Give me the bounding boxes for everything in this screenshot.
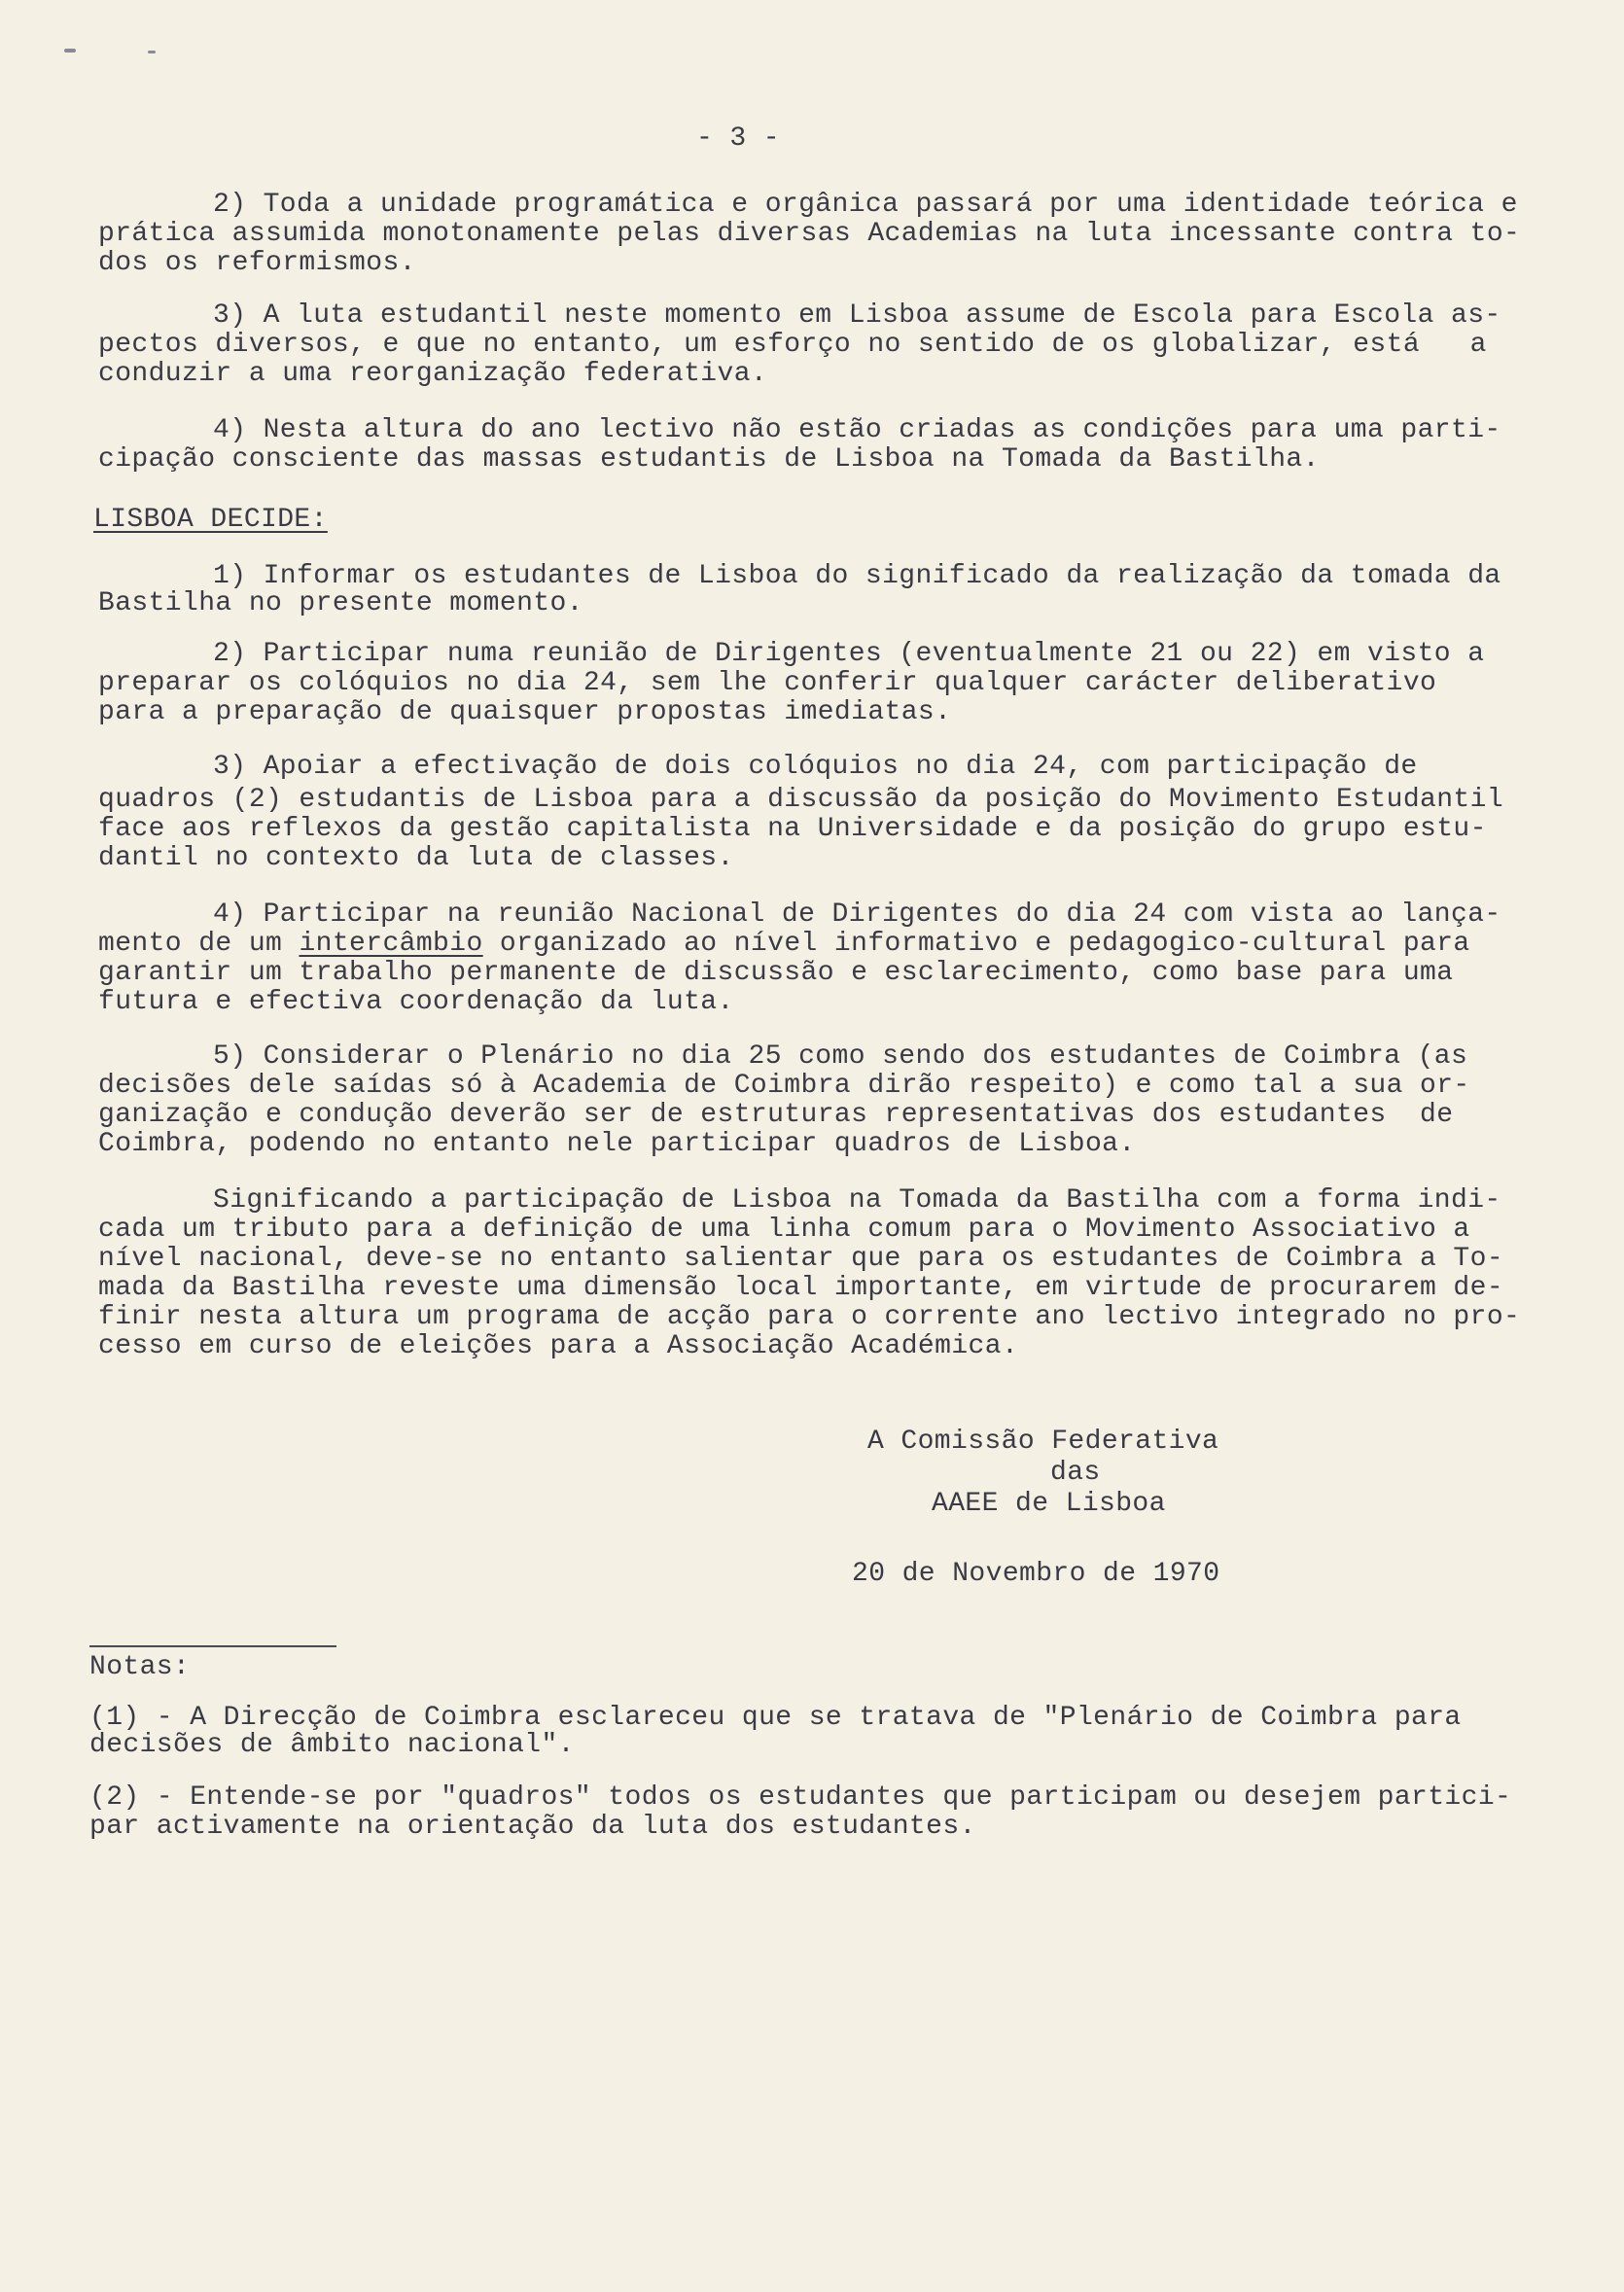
paragraph-line: mada da Bastilha reveste uma dimensão local importante, em virtude de procurarem de- <box>98 1273 1504 1303</box>
notes-divider <box>89 1645 336 1647</box>
paragraph-line: 4) Nesta altura do ano lectivo não estão criadas as condições para uma parti- <box>213 415 1501 445</box>
decision-line: 4) Participar na reunião Nacional de Dirigentes do dia 24 com vista ao lança- <box>213 899 1501 930</box>
signature-line: das <box>1050 1458 1101 1488</box>
signature-line: A Comissão Federativa <box>867 1427 1219 1457</box>
underlined-term: intercâmbio <box>299 929 483 959</box>
signature-line: AAEE de Lisboa <box>932 1489 1166 1519</box>
decision-text: organizado ao nível informativo e pedagogico-cultural para <box>482 929 1470 959</box>
decision-line: 1) Informar os estudantes de Lisboa do significado da realização da tomada da <box>213 561 1501 591</box>
decision-line: ganização e condução deverão ser de estruturas representativas dos estudantes de <box>98 1100 1454 1130</box>
decision-line: decisões dele saídas só à Academia de Coimbra dirão respeito) e como tal a sua or- <box>98 1071 1470 1101</box>
decision-line: garantir um trabalho permanente de discussão e esclarecimento, como base para uma <box>98 958 1454 988</box>
decision-line: preparar os colóquios no dia 24, sem lhe conferir qualquer carácter deliberativo <box>98 668 1437 698</box>
paragraph-line: 3) A luta estudantil neste momento em Lisboa assume de Escola para Escola as- <box>213 300 1501 331</box>
decision-text: mento de um <box>98 929 300 959</box>
section-heading: LISBOA DECIDE: <box>93 505 328 535</box>
note-line: decisões de âmbito nacional". <box>89 1730 575 1760</box>
paragraph-line: nível nacional, deve-se no entanto salientar que para os estudantes de Coimbra a To- <box>98 1244 1504 1274</box>
paragraph-line: finir nesta altura um programa de acção para o corrente ano lectivo integrado no pro- <box>98 1302 1521 1332</box>
decision-line: dantil no contexto da luta de classes. <box>98 843 734 873</box>
decision-line: para a preparação de quaisquer propostas imediatas. <box>98 697 952 727</box>
paragraph-line: dos os reformismos. <box>98 248 416 278</box>
decision-line: 5) Considerar o Plenário no dia 25 como sendo dos estudantes de Coimbra (as <box>213 1041 1468 1072</box>
note-line: (1) - A Direcção de Coimbra esclareceu que se tratava de "Plenário de Coimbra para <box>89 1703 1462 1733</box>
decision-line <box>98 930 1470 959</box>
paragraph-line: cipação consciente das massas estudantis de Lisboa na Tomada da Bastilha. <box>98 444 1320 475</box>
paper-speck <box>148 51 156 53</box>
note-line: (2) - Entende-se por "quadros" todos os estudantes que participam ou desejem partici- <box>89 1782 1512 1813</box>
decision-line: Coimbra, podendo no entanto nele participar quadros de Lisboa. <box>98 1129 1136 1159</box>
decision-line: Bastilha no presente momento. <box>98 588 583 618</box>
decision-line: 2) Participar numa reunião de Dirigentes (eventualmente 21 ou 22) em visto a <box>213 639 1485 669</box>
paragraph-line: pectos diversos, e que no entanto, um esforço no sentido de os globalizar, está a <box>98 330 1487 360</box>
paragraph-line: cada um tributo para a definição de uma linha comum para o Movimento Associativo a <box>98 1215 1470 1245</box>
paragraph-line: cesso em curso de eleições para a Associação Académica. <box>98 1331 1019 1361</box>
document-date: 20 de Novembro de 1970 <box>852 1559 1220 1589</box>
paragraph-line: 2) Toda a unidade programática e orgânica passará por uma identidade teórica e <box>213 190 1518 220</box>
paragraph-line: Significando a participação de Lisboa na Tomada da Bastilha com a forma indi- <box>213 1185 1501 1216</box>
paragraph-line: prática assumida monotonamente pelas diversas Academias na luta incessante contra to- <box>98 219 1521 249</box>
decision-line: quadros (2) estudantis de Lisboa para a discussão da posição do Movimento Estudantil <box>98 785 1504 815</box>
page-number: - 3 - <box>696 123 781 154</box>
decision-line: futura e efectiva coordenação da luta. <box>98 987 734 1017</box>
paper-speck <box>64 49 76 53</box>
decision-line: face aos reflexos da gestão capitalista na Universidade e da posição do grupo estu- <box>98 814 1487 844</box>
note-line: par activamente na orientação da luta dos estudantes. <box>89 1812 976 1842</box>
notes-heading: Notas: <box>89 1652 191 1682</box>
decision-line: 3) Apoiar a efectivação de dois colóquios no dia 24, com participação de <box>213 752 1418 782</box>
paragraph-line: conduzir a uma reorganização federativa. <box>98 359 768 389</box>
